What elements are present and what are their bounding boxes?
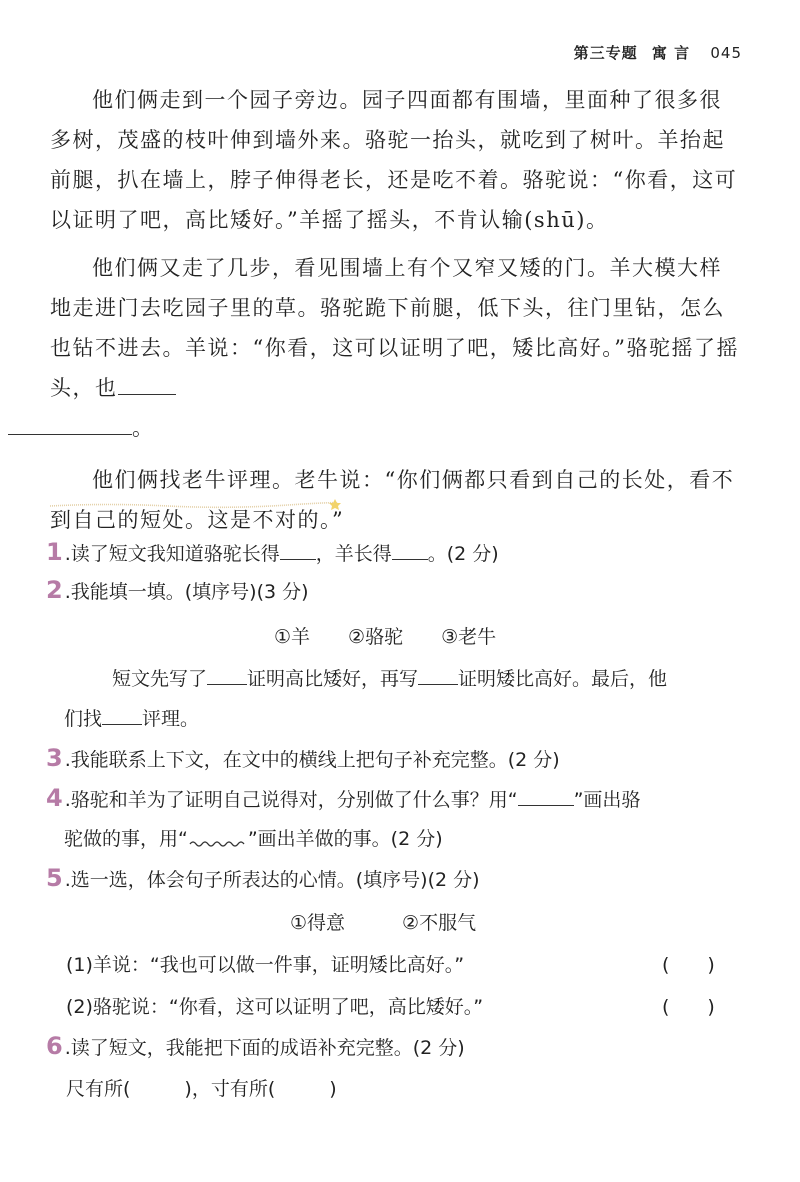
star-icon	[329, 499, 341, 510]
paragraph-2-end: 。	[132, 416, 155, 440]
paragraph-2	[50, 248, 740, 448]
topic-title: 寓 言	[651, 44, 691, 62]
question-text: .读了短文，我能把下面的成语补充完整。(2 分)	[64, 1037, 465, 1059]
question-text: ”画出羊做的事。(2 分)	[247, 828, 443, 850]
question-text: .我能联系上下文，在文中的横线上把句子补充完整。(2 分)	[64, 749, 560, 771]
answer-blank-2[interactable]	[418, 665, 458, 685]
paragraph-3: 他们俩找老牛评理。老牛说：“你们俩都只看到自己的长处，看不到自己的短处。这是不对的。”	[50, 468, 735, 532]
question-3	[46, 744, 560, 772]
question-text: .我能填一填。(填序号)(3 分)	[64, 581, 309, 603]
straight-line-sample	[518, 786, 574, 806]
question-5-sentence-1: (1)羊说：“我也可以做一件事，证明矮比高好。”	[66, 954, 465, 976]
question-4	[46, 784, 640, 812]
question-number: 6	[46, 1032, 63, 1060]
question-text: 驼做的事，用“	[64, 828, 188, 850]
question-text: 们找	[64, 708, 103, 730]
question-number: 5	[46, 864, 63, 892]
question-text: .读了短文我知道骆驼长得	[64, 543, 280, 565]
question-text: ，羊长得	[315, 543, 392, 565]
question-2-options: ①羊 ②骆驼 ③老牛	[274, 626, 497, 648]
question-text: .选一选，体会句子所表达的心情。(填序号)(2 分)	[64, 869, 480, 891]
question-1	[46, 538, 499, 566]
answer-paren-2[interactable]: ( )	[662, 996, 715, 1018]
idiom-text: 尺有所(	[66, 1078, 131, 1100]
page-header	[574, 42, 742, 63]
answer-blank-3[interactable]	[102, 705, 142, 725]
question-2-line-2	[64, 704, 199, 731]
question-text: 短文先写了	[112, 668, 208, 690]
section-title: 第三专题	[573, 44, 638, 62]
answer-blank-q3[interactable]	[118, 373, 176, 395]
reading-passage	[50, 80, 740, 548]
question-number: 1	[46, 538, 63, 566]
question-number: 3	[46, 744, 63, 772]
question-5	[46, 864, 480, 892]
paragraph-1: 他们俩走到一个园子旁边。园子四面都有围墙，里面种了很多很多树，茂盛的枝叶伸到墙外来。骆驼一抬头，就吃到了树叶。羊抬起前腿，扒在墙上，脖子伸得老长，还是吃不着。骆驼说：“你看，这可以证明了吧，高比矮好。”羊摇了摇头，不肯认输(shū)。	[50, 88, 738, 232]
question-text: 。(2 分)	[427, 543, 499, 565]
question-text: 证明高比矮好，再写	[247, 668, 419, 690]
idiom-line	[66, 1074, 337, 1101]
answer-blank-sheep[interactable]	[392, 540, 428, 560]
idiom-text: )，寸有所(	[184, 1078, 276, 1100]
question-number: 2	[46, 576, 63, 604]
question-text: .骆驼和羊为了证明自己说得对，分别做了什么事？用“	[64, 789, 518, 811]
page-number: 045	[710, 44, 742, 62]
question-4-line-2	[64, 824, 443, 851]
answer-blank-camel[interactable]	[280, 540, 316, 560]
answer-blank-1[interactable]	[207, 665, 247, 685]
answer-blank-q3-cont[interactable]	[8, 413, 132, 435]
decorative-divider	[48, 496, 344, 514]
question-2	[46, 576, 309, 604]
question-6	[46, 1032, 465, 1060]
question-number: 4	[46, 784, 63, 812]
question-text: ”画出骆	[573, 789, 641, 811]
idiom-text: )	[329, 1078, 337, 1100]
paragraph-2-text: 他们俩又走了几步，看见围墙上有个又窄又矮的门。羊大模大样地走进门去吃园子里的草。骆驼跪下前腿，低下头，往门里钻，怎么也钻不进去。羊说：“你看，这可以证明了吧，矮比高好。”骆驼摇了摇头，也	[50, 256, 739, 400]
question-5-sentence-2: (2)骆驼说：“你看，这可以证明了吧，高比矮好。”	[66, 996, 484, 1018]
wavy-line-sample	[188, 835, 248, 849]
answer-paren-1[interactable]: ( )	[662, 954, 715, 976]
question-5-options: ①得意 ②不服气	[290, 912, 477, 934]
question-text: 评理。	[142, 708, 200, 730]
question-2-line-1	[112, 664, 667, 691]
question-text: 证明矮比高好。最后，他	[458, 668, 668, 690]
